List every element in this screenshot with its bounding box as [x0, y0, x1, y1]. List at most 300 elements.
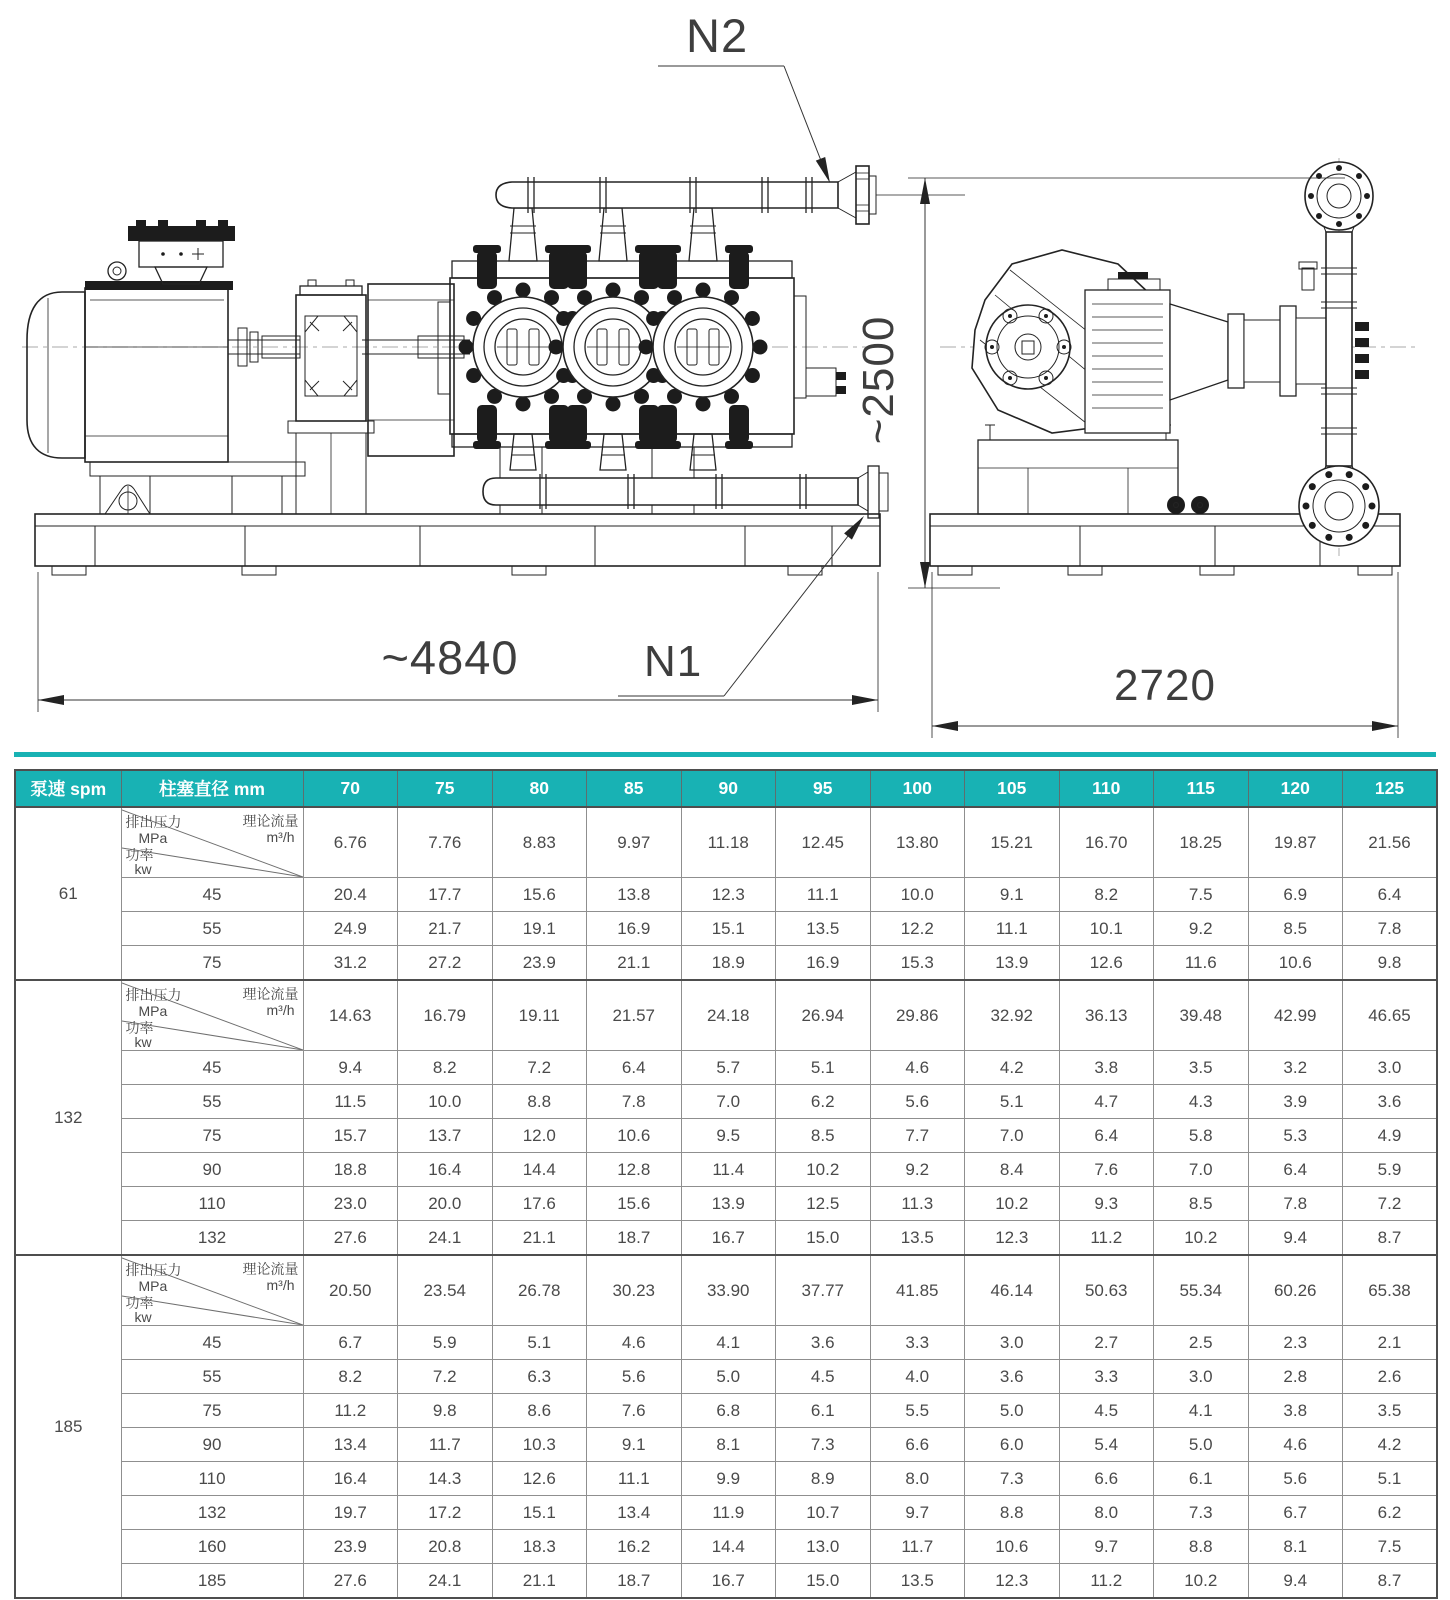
length-dim-text: ~4840 — [381, 631, 519, 684]
pressure-value-cell: 9.4 — [1248, 1221, 1343, 1256]
pressure-value-cell: 6.0 — [965, 1428, 1060, 1462]
pressure-value-cell: 3.3 — [1059, 1360, 1154, 1394]
flow-value-cell: 21.57 — [587, 980, 682, 1051]
pressure-value-cell: 8.6 — [492, 1394, 587, 1428]
flow-value-cell: 29.86 — [870, 980, 965, 1051]
pressure-value-cell: 10.2 — [776, 1153, 871, 1187]
flow-value-cell: 15.21 — [965, 807, 1060, 878]
power-row — [15, 1530, 1437, 1564]
pressure-value-cell: 11.3 — [870, 1187, 965, 1221]
pressure-value-cell: 4.5 — [776, 1360, 871, 1394]
pressure-value-cell: 21.1 — [587, 946, 682, 981]
power-kw-cell: 45 — [121, 878, 303, 912]
header-diameter: 110 — [1059, 770, 1154, 807]
corner-diagonal-cell — [121, 1255, 303, 1326]
pump-outline-drawing — [0, 0, 1450, 750]
dimension-length — [38, 572, 878, 712]
pressure-value-cell: 4.5 — [1059, 1394, 1154, 1428]
pressure-value-cell: 4.3 — [1154, 1085, 1249, 1119]
n2-flange — [856, 166, 869, 224]
header-diameter: 80 — [492, 770, 587, 807]
pressure-value-cell: 9.3 — [1059, 1187, 1154, 1221]
pressure-value-cell: 6.8 — [681, 1394, 776, 1428]
pressure-value-cell: 5.3 — [1248, 1119, 1343, 1153]
pressure-value-cell: 3.9 — [1248, 1085, 1343, 1119]
pressure-value-cell: 3.3 — [870, 1326, 965, 1360]
flow-value-cell: 42.99 — [1248, 980, 1343, 1051]
pressure-value-cell: 8.5 — [1154, 1187, 1249, 1221]
power-row — [15, 912, 1437, 946]
pressure-value-cell: 6.1 — [1154, 1462, 1249, 1496]
pressure-value-cell: 12.3 — [965, 1564, 1060, 1599]
pressure-value-cell: 12.3 — [965, 1221, 1060, 1256]
power-kw-cell: 90 — [121, 1428, 303, 1462]
pressure-value-cell: 17.7 — [398, 878, 493, 912]
pump-speed-cell: 61 — [15, 807, 121, 980]
pressure-value-cell: 6.4 — [1343, 878, 1438, 912]
pressure-value-cell: 7.0 — [1154, 1153, 1249, 1187]
pressure-value-cell: 5.1 — [1343, 1462, 1438, 1496]
electric-motor — [27, 220, 305, 514]
pressure-value-cell: 6.6 — [870, 1428, 965, 1462]
pressure-value-cell: 7.8 — [587, 1085, 682, 1119]
corner-pressure-label: 排出压力 — [125, 987, 182, 1003]
pressure-value-cell: 17.2 — [398, 1496, 493, 1530]
power-row — [15, 1326, 1437, 1360]
corner-flow-unit: m³/h — [266, 829, 295, 845]
flow-value-cell: 26.78 — [492, 1255, 587, 1326]
power-kw-cell: 55 — [121, 912, 303, 946]
accent-bar — [14, 752, 1436, 757]
pressure-value-cell: 24.1 — [398, 1221, 493, 1256]
pressure-value-cell: 10.6 — [1248, 946, 1343, 981]
flow-value-cell: 21.56 — [1343, 807, 1438, 878]
top-flange — [1305, 162, 1373, 230]
pressure-value-cell: 3.0 — [1154, 1360, 1249, 1394]
flow-value-cell: 7.76 — [398, 807, 493, 878]
pressure-value-cell: 6.4 — [1248, 1153, 1343, 1187]
pressure-value-cell: 4.7 — [1059, 1085, 1154, 1119]
corner-flow-label: 理论流量 — [242, 986, 299, 1002]
pressure-value-cell: 11.7 — [398, 1428, 493, 1462]
corner-pressure-label: 排出压力 — [125, 1262, 182, 1278]
pressure-value-cell: 11.2 — [1059, 1564, 1154, 1599]
pressure-value-cell: 3.8 — [1248, 1394, 1343, 1428]
pressure-value-cell: 16.2 — [587, 1530, 682, 1564]
pressure-value-cell: 18.3 — [492, 1530, 587, 1564]
pressure-value-cell: 8.1 — [1248, 1530, 1343, 1564]
flow-value-cell: 55.34 — [1154, 1255, 1249, 1326]
pressure-value-cell: 9.1 — [965, 878, 1060, 912]
inlet-outlet-piping — [1170, 162, 1379, 546]
pressure-value-cell: 2.8 — [1248, 1360, 1343, 1394]
pressure-value-cell: 11.4 — [681, 1153, 776, 1187]
pressure-value-cell: 6.3 — [492, 1360, 587, 1394]
suction-pipe — [483, 466, 888, 518]
flow-value-cell: 50.63 — [1059, 1255, 1154, 1326]
pressure-value-cell: 8.2 — [1059, 878, 1154, 912]
pressure-value-cell: 7.2 — [492, 1051, 587, 1085]
pressure-value-cell: 8.1 — [681, 1428, 776, 1462]
flow-value-cell: 14.63 — [303, 980, 398, 1051]
pressure-value-cell: 8.4 — [965, 1153, 1060, 1187]
pressure-value-cell: 8.5 — [776, 1119, 871, 1153]
pressure-value-cell: 12.6 — [1059, 946, 1154, 981]
pressure-value-cell: 8.2 — [398, 1051, 493, 1085]
pressure-value-cell: 21.1 — [492, 1564, 587, 1599]
pressure-value-cell: 6.7 — [303, 1326, 398, 1360]
pressure-value-cell: 9.2 — [1154, 912, 1249, 946]
corner-flow-label: 理论流量 — [242, 813, 299, 829]
pressure-value-cell: 27.2 — [398, 946, 493, 981]
power-kw-cell: 110 — [121, 1187, 303, 1221]
pressure-value-cell: 15.3 — [870, 946, 965, 981]
header-diameter: 115 — [1154, 770, 1249, 807]
vertical-pipe — [1326, 232, 1352, 466]
flow-value-cell: 20.50 — [303, 1255, 398, 1326]
pressure-value-cell: 4.2 — [1343, 1428, 1438, 1462]
pressure-value-cell: 2.7 — [1059, 1326, 1154, 1360]
n2-text: N2 — [686, 9, 749, 62]
pressure-value-cell: 15.7 — [303, 1119, 398, 1153]
pressure-value-cell: 16.7 — [681, 1221, 776, 1256]
power-row — [15, 1496, 1437, 1530]
pressure-value-cell: 13.9 — [965, 946, 1060, 981]
power-kw-cell: 75 — [121, 1119, 303, 1153]
power-kw-cell: 45 — [121, 1051, 303, 1085]
corner-power-unit: kw — [134, 1309, 152, 1325]
flow-value-cell: 8.83 — [492, 807, 587, 878]
pressure-value-cell: 7.8 — [1343, 912, 1438, 946]
corner-flow-unit: m³/h — [266, 1277, 295, 1293]
pressure-value-cell: 3.8 — [1059, 1051, 1154, 1085]
header-diameter: 90 — [681, 770, 776, 807]
pressure-value-cell: 23.9 — [492, 946, 587, 981]
pump-speed-cell: 185 — [15, 1255, 121, 1598]
pressure-value-cell: 3.5 — [1343, 1394, 1438, 1428]
corner-diagonal-cell — [121, 807, 303, 878]
pressure-value-cell: 10.0 — [398, 1085, 493, 1119]
pressure-value-cell: 13.5 — [776, 912, 871, 946]
end-view — [854, 158, 1415, 738]
header-diameter: 125 — [1343, 770, 1438, 807]
header-diameter: 95 — [776, 770, 871, 807]
header-diameter: 100 — [870, 770, 965, 807]
pressure-value-cell: 13.7 — [398, 1119, 493, 1153]
pressure-value-cell: 10.1 — [1059, 912, 1154, 946]
flow-value-cell: 39.48 — [1154, 980, 1249, 1051]
n2-arrow — [816, 157, 830, 183]
pressure-value-cell: 10.6 — [965, 1530, 1060, 1564]
power-kw-cell: 185 — [121, 1564, 303, 1599]
pressure-value-cell: 20.8 — [398, 1530, 493, 1564]
corner-pressure-unit: MPa — [138, 1278, 168, 1294]
pressure-value-cell: 6.7 — [1248, 1496, 1343, 1530]
pressure-value-cell: 6.6 — [1059, 1462, 1154, 1496]
power-row — [15, 1394, 1437, 1428]
pressure-value-cell: 15.6 — [587, 1187, 682, 1221]
power-kw-cell: 45 — [121, 1326, 303, 1360]
flow-value-cell: 11.18 — [681, 807, 776, 878]
power-row — [15, 1153, 1437, 1187]
pressure-value-cell: 11.5 — [303, 1085, 398, 1119]
flow-row — [15, 980, 1437, 1051]
pressure-value-cell: 17.6 — [492, 1187, 587, 1221]
pressure-value-cell: 27.6 — [303, 1221, 398, 1256]
flow-value-cell: 23.54 — [398, 1255, 493, 1326]
flow-value-cell: 6.76 — [303, 807, 398, 878]
pressure-value-cell: 12.2 — [870, 912, 965, 946]
corner-flow-unit: m³/h — [266, 1002, 295, 1018]
pressure-value-cell: 16.4 — [303, 1462, 398, 1496]
power-kw-cell: 132 — [121, 1496, 303, 1530]
pressure-value-cell: 3.2 — [1248, 1051, 1343, 1085]
pressure-value-cell: 11.1 — [776, 878, 871, 912]
pressure-value-cell: 9.7 — [1059, 1530, 1154, 1564]
pressure-value-cell: 8.7 — [1343, 1564, 1438, 1599]
pressure-value-cell: 13.0 — [776, 1530, 871, 1564]
power-kw-cell: 132 — [121, 1221, 303, 1256]
pressure-value-cell: 13.8 — [587, 878, 682, 912]
pressure-value-cell: 15.1 — [492, 1496, 587, 1530]
pressure-value-cell: 18.8 — [303, 1153, 398, 1187]
corner-pressure-label: 排出压力 — [125, 814, 182, 830]
pressure-value-cell: 6.9 — [1248, 878, 1343, 912]
pressure-value-cell: 12.8 — [587, 1153, 682, 1187]
pressure-value-cell: 16.9 — [776, 946, 871, 981]
pressure-value-cell: 6.2 — [1343, 1496, 1438, 1530]
pressure-value-cell: 24.1 — [398, 1564, 493, 1599]
pressure-value-cell: 11.1 — [965, 912, 1060, 946]
pressure-value-cell: 5.0 — [1154, 1428, 1249, 1462]
motor-terminal-box — [128, 220, 235, 284]
n1-text: N1 — [644, 637, 703, 686]
pressure-value-cell: 11.1 — [587, 1462, 682, 1496]
pressure-value-cell: 11.6 — [1154, 946, 1249, 981]
pressure-value-cell: 4.6 — [870, 1051, 965, 1085]
flow-value-cell: 60.26 — [1248, 1255, 1343, 1326]
pressure-value-cell: 3.6 — [776, 1326, 871, 1360]
flow-value-cell: 65.38 — [1343, 1255, 1438, 1326]
header-row — [15, 770, 1437, 807]
pressure-value-cell: 14.4 — [681, 1530, 776, 1564]
bottom-flange — [1299, 466, 1379, 546]
pressure-value-cell: 2.6 — [1343, 1360, 1438, 1394]
pressure-value-cell: 10.6 — [587, 1119, 682, 1153]
pressure-value-cell: 31.2 — [303, 946, 398, 981]
fluid-end — [438, 208, 846, 514]
power-row — [15, 1051, 1437, 1085]
performance-table — [14, 769, 1438, 1599]
pressure-value-cell: 2.5 — [1154, 1326, 1249, 1360]
power-kw-cell: 75 — [121, 946, 303, 981]
pressure-value-cell: 24.9 — [303, 912, 398, 946]
pressure-value-cell: 20.0 — [398, 1187, 493, 1221]
power-kw-cell: 90 — [121, 1153, 303, 1187]
pressure-value-cell: 8.2 — [303, 1360, 398, 1394]
power-row — [15, 946, 1437, 981]
pressure-value-cell: 3.0 — [965, 1326, 1060, 1360]
pressure-value-cell: 15.0 — [776, 1564, 871, 1599]
pressure-value-cell: 6.2 — [776, 1085, 871, 1119]
pressure-value-cell: 5.1 — [776, 1051, 871, 1085]
header-diameter: 85 — [587, 770, 682, 807]
pressure-value-cell: 23.0 — [303, 1187, 398, 1221]
pressure-value-cell: 7.3 — [776, 1428, 871, 1462]
power-row — [15, 1360, 1437, 1394]
pressure-value-cell: 14.3 — [398, 1462, 493, 1496]
pressure-value-cell: 7.5 — [1154, 878, 1249, 912]
power-row — [15, 1085, 1437, 1119]
power-end-crankcase — [368, 284, 454, 456]
pressure-value-cell: 5.6 — [1248, 1462, 1343, 1496]
power-kw-cell: 160 — [121, 1530, 303, 1564]
pressure-value-cell: 15.0 — [776, 1221, 871, 1256]
corner-power-label: 功率 — [125, 1020, 154, 1036]
corner-power-unit: kw — [134, 861, 152, 877]
pressure-value-cell: 11.2 — [303, 1394, 398, 1428]
pressure-value-cell: 5.5 — [870, 1394, 965, 1428]
corner-power-label: 功率 — [125, 1295, 154, 1311]
power-row — [15, 1564, 1437, 1599]
flow-value-cell: 12.45 — [776, 807, 871, 878]
power-kw-cell: 55 — [121, 1085, 303, 1119]
pressure-value-cell: 21.1 — [492, 1221, 587, 1256]
pressure-value-cell: 4.0 — [870, 1360, 965, 1394]
pressure-value-cell: 3.0 — [1343, 1051, 1438, 1085]
header-diameter: 75 — [398, 770, 493, 807]
spec-table-wrap — [14, 752, 1436, 1600]
pressure-value-cell: 3.6 — [1343, 1085, 1438, 1119]
power-kw-cell: 75 — [121, 1394, 303, 1428]
pressure-value-cell: 4.6 — [587, 1326, 682, 1360]
pressure-value-cell: 13.4 — [303, 1428, 398, 1462]
pressure-value-cell: 5.1 — [492, 1326, 587, 1360]
pressure-value-cell: 5.8 — [1154, 1119, 1249, 1153]
pressure-value-cell: 15.1 — [681, 912, 776, 946]
pressure-value-cell: 3.5 — [1154, 1051, 1249, 1085]
pressure-value-cell: 10.2 — [1154, 1564, 1249, 1599]
flow-value-cell: 41.85 — [870, 1255, 965, 1326]
pressure-value-cell: 8.9 — [776, 1462, 871, 1496]
pressure-value-cell: 9.4 — [303, 1051, 398, 1085]
pressure-value-cell: 13.5 — [870, 1564, 965, 1599]
flow-value-cell: 30.23 — [587, 1255, 682, 1326]
flow-value-cell: 24.18 — [681, 980, 776, 1051]
pressure-value-cell: 6.4 — [587, 1051, 682, 1085]
pressure-value-cell: 21.7 — [398, 912, 493, 946]
flow-value-cell: 16.79 — [398, 980, 493, 1051]
flow-value-cell: 19.87 — [1248, 807, 1343, 878]
pressure-value-cell: 12.5 — [776, 1187, 871, 1221]
power-row — [15, 878, 1437, 912]
header-diameter: 120 — [1248, 770, 1343, 807]
pressure-value-cell: 5.4 — [1059, 1428, 1154, 1462]
pressure-value-cell: 20.4 — [303, 878, 398, 912]
flow-value-cell: 32.92 — [965, 980, 1060, 1051]
pressure-value-cell: 9.8 — [1343, 946, 1438, 981]
pressure-value-cell: 7.7 — [870, 1119, 965, 1153]
pressure-value-cell: 11.7 — [870, 1530, 965, 1564]
pressure-value-cell: 6.1 — [776, 1394, 871, 1428]
pressure-value-cell: 12.3 — [681, 878, 776, 912]
power-kw-cell: 55 — [121, 1360, 303, 1394]
power-kw-cell: 110 — [121, 1462, 303, 1496]
pressure-value-cell: 7.6 — [1059, 1153, 1154, 1187]
flow-value-cell: 46.65 — [1343, 980, 1438, 1051]
flow-value-cell: 13.80 — [870, 807, 965, 878]
pressure-value-cell: 27.6 — [303, 1564, 398, 1599]
pressure-value-cell: 9.8 — [398, 1394, 493, 1428]
pressure-value-cell: 5.7 — [681, 1051, 776, 1085]
pressure-value-cell: 15.6 — [492, 878, 587, 912]
flow-value-cell: 33.90 — [681, 1255, 776, 1326]
pressure-value-cell: 9.2 — [870, 1153, 965, 1187]
width-dim-text: 2720 — [1114, 661, 1216, 710]
pressure-value-cell: 4.1 — [1154, 1394, 1249, 1428]
pressure-value-cell: 10.2 — [965, 1187, 1060, 1221]
coupling-and-bearing-stand — [228, 280, 470, 514]
pressure-value-cell: 7.0 — [965, 1119, 1060, 1153]
power-row — [15, 1119, 1437, 1153]
flow-value-cell: 18.25 — [1154, 807, 1249, 878]
corner-power-unit: kw — [134, 1034, 152, 1050]
pressure-value-cell: 16.7 — [681, 1564, 776, 1599]
pressure-value-cell: 9.7 — [870, 1496, 965, 1530]
pressure-value-cell: 10.2 — [1154, 1221, 1249, 1256]
pressure-value-cell: 2.1 — [1343, 1326, 1438, 1360]
pressure-value-cell: 3.6 — [965, 1360, 1060, 1394]
corner-pressure-unit: MPa — [138, 830, 168, 846]
pressure-value-cell: 5.0 — [681, 1360, 776, 1394]
pressure-value-cell: 7.2 — [1343, 1187, 1438, 1221]
pressure-value-cell: 14.4 — [492, 1153, 587, 1187]
baseplate-side — [35, 514, 880, 575]
pressure-value-cell: 8.8 — [965, 1496, 1060, 1530]
pressure-value-cell: 10.7 — [776, 1496, 871, 1530]
pressure-value-cell: 7.3 — [965, 1462, 1060, 1496]
pressure-value-cell: 8.7 — [1343, 1221, 1438, 1256]
flow-row — [15, 807, 1437, 878]
pressure-value-cell: 5.6 — [870, 1085, 965, 1119]
pressure-value-cell: 7.2 — [398, 1360, 493, 1394]
flow-value-cell: 26.94 — [776, 980, 871, 1051]
pressure-value-cell: 7.3 — [1154, 1496, 1249, 1530]
pressure-value-cell: 23.9 — [303, 1530, 398, 1564]
pressure-value-cell: 16.4 — [398, 1153, 493, 1187]
pressure-value-cell: 19.7 — [303, 1496, 398, 1530]
pressure-value-cell: 13.9 — [681, 1187, 776, 1221]
pressure-value-cell: 4.2 — [965, 1051, 1060, 1085]
pump-head-3 — [639, 208, 768, 470]
corner-diagonal-cell — [121, 980, 303, 1051]
discharge-manifold — [496, 166, 965, 224]
header-pump-speed: 泵速 spm — [15, 770, 121, 807]
pressure-value-cell: 13.4 — [587, 1496, 682, 1530]
power-row — [15, 1428, 1437, 1462]
pressure-value-cell: 6.4 — [1059, 1119, 1154, 1153]
pressure-value-cell: 4.6 — [1248, 1428, 1343, 1462]
pressure-value-cell: 8.0 — [870, 1462, 965, 1496]
pressure-value-cell: 2.3 — [1248, 1326, 1343, 1360]
pressure-value-cell: 9.1 — [587, 1428, 682, 1462]
pressure-value-cell: 11.9 — [681, 1496, 776, 1530]
flow-value-cell: 36.13 — [1059, 980, 1154, 1051]
pressure-value-cell: 8.5 — [1248, 912, 1343, 946]
power-row — [15, 1221, 1437, 1256]
flow-row — [15, 1255, 1437, 1326]
flow-value-cell: 16.70 — [1059, 807, 1154, 878]
